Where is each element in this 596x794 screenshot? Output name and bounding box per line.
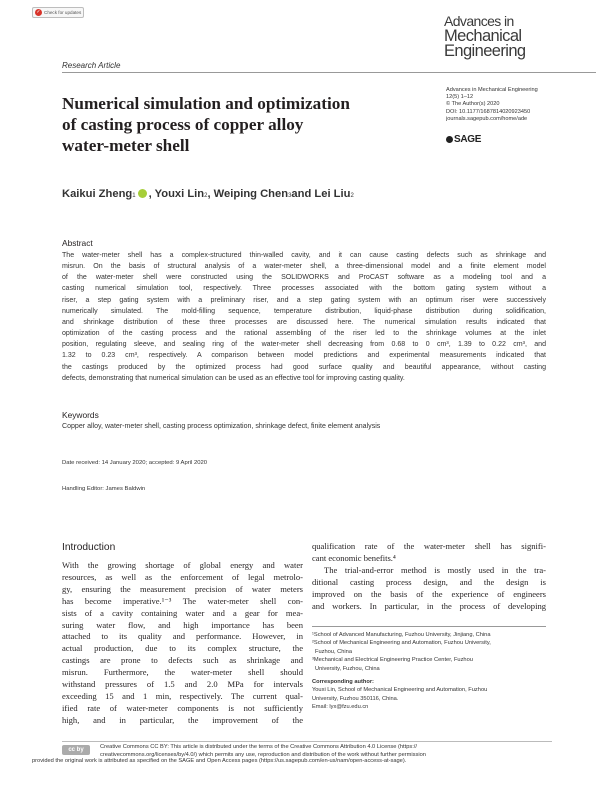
affiliation-line: University, Fuzhou, China: [315, 665, 380, 672]
abstract-line: and shrinkage distribution of these three processes are discussed here. The numerical simulation results indicated that: [62, 318, 546, 326]
article-metadata: [446, 87, 594, 123]
abstract-line: The water-meter shell has a complex-structured thin-walled cavity, and it can cause casting defects such as shrinkage and: [62, 252, 546, 259]
corresponding-author-heading: Corresponding author:: [312, 679, 374, 686]
introduction-heading: Introduction: [62, 542, 116, 553]
article-title: [62, 93, 422, 156]
abstract-line: optimization of the casting process and the rational assembling of the riser led to the shrinkage volumes at the inlet: [62, 330, 546, 338]
keywords-heading: Keywords: [62, 410, 99, 420]
date-received: Date received: 14 January 2020; accepted: 9 April 2020: [62, 460, 208, 466]
author-name: , Youxi Lin: [148, 188, 205, 200]
abstract-line: of the water-meter shell were constructed using the SOLIDWORKS and ProCAST software as a modeling tool and a: [62, 274, 546, 282]
body-line: actual production, due to its complex structure, the: [62, 643, 303, 654]
author-name: , Weiping Chen: [207, 188, 289, 200]
title-line: water-meter shell: [62, 136, 190, 155]
orcid-icon[interactable]: [138, 189, 147, 198]
body-line: and workers. In particular, in the process of developing: [312, 600, 546, 611]
body-line: With the growing shortage of global energy and water: [62, 560, 303, 570]
body-line: sists of a cavity containing water and a gear for mea-: [62, 607, 303, 618]
body-line: improved on the basis of the experience of engineers: [312, 588, 546, 599]
meta-line: 12(5) 1–12: [446, 94, 474, 101]
body-line: exceeding 15 and 1 min, respectively. The current qual-: [62, 690, 303, 701]
author-name: and Lei Liu: [291, 188, 351, 200]
license-line: creativecommons.org/licenses/by/4.0/) which permits any use, reproduction and distribution of the work without further permission: [100, 752, 426, 759]
author-affiliation-mark: 2: [204, 193, 208, 199]
abstract-line: position, regulating sleeve, and sealing ring of the water-meter shell decreasing from 0.68 to 0 cm³, 1.39 to 0.22 cm³, and: [62, 341, 546, 349]
sage-logo-text: SAGE: [454, 134, 482, 145]
meta-line: © The Author(s) 2020: [446, 101, 500, 108]
affiliation-line: ¹School of Advanced Manufacturing, Fuzhou University, Jinjiang, China: [312, 632, 491, 638]
meta-doi[interactable]: DOI: 10.1177/1687814020923450: [446, 108, 531, 115]
meta-journal-link[interactable]: journals.sagepub.com/home/ade: [446, 115, 528, 122]
body-line: high, and in particular, the improvement of the: [62, 714, 303, 725]
keywords-list: Copper alloy, water-meter shell, casting process optimization, shrinkage defect, finite element analysis: [62, 423, 381, 430]
abstract-line: numerically simulated. The mold-filling sequence, temperature distribution, liquid-phase distribution during solidification,: [62, 307, 546, 315]
introduction-left-column: [62, 560, 303, 727]
author-affiliation-mark: 3: [288, 193, 292, 199]
check-for-updates-label: Check for updates: [44, 10, 82, 15]
journal-name: [444, 14, 584, 59]
journal-name-line: Advances in: [444, 13, 514, 29]
body-line: castings are prone to defects such as shrinkage and: [62, 655, 303, 666]
article-type: Research Article: [62, 61, 121, 70]
affiliation-line: ²School of Mechanical Engineering and Automation, Fuzhou University,: [312, 640, 491, 647]
creative-commons-icon[interactable]: cc by: [62, 745, 90, 755]
author-affiliation-mark: 2: [350, 193, 354, 199]
license-line: Creative Commons CC BY: This article is distributed under the terms of the Creative Commons Attribution 4.0 License (https://: [100, 744, 417, 750]
title-line: of casting process of copper alloy: [62, 115, 304, 134]
journal-name-line: Mechanical: [444, 27, 522, 45]
sage-logo: [446, 134, 481, 145]
meta-line: Advances in Mechanical Engineering: [446, 87, 538, 93]
abstract-line: casting numerical simulation tool, respectively. Three processes associated with the bottom gating system without a: [62, 285, 546, 293]
body-line: cant economic benefits.⁴: [312, 552, 396, 563]
body-line: ified rate of water-meter components is not sufficiently: [62, 702, 303, 713]
affiliation-line: ³Mechanical and Electrical Engineering Practice Center, Fuzhou: [312, 657, 473, 664]
affiliation-divider: [312, 626, 546, 627]
body-line: The trial-and-error method is mostly used in the tra-: [324, 564, 546, 575]
journal-name-line: Engineering: [444, 42, 526, 60]
sage-logo-icon: [446, 136, 453, 143]
abstract-line: 1.32 to 0.23 cm³, respectively. A comparison between model predictions and experimental measurements indicated that: [62, 352, 546, 360]
body-line: misrun. Furthermore, the water-meter shell should: [62, 667, 303, 678]
body-line: attached to its quality and performance. However, in: [62, 631, 303, 642]
affiliations: [312, 631, 552, 712]
author-name: Kaikui Zheng: [62, 188, 133, 200]
body-line: has become imperative.¹⁻³ The water-meter shell con-: [62, 595, 303, 606]
title-line: Numerical simulation and optimization: [62, 94, 350, 113]
abstract-line: the castings produced by the optimized process had good surface quality and beautiful appearance, without casting: [62, 363, 546, 371]
body-line: gy, ensuring the measurement precision of water meters: [62, 583, 303, 594]
corresponding-author-email[interactable]: Email: lyx@fzu.edu.cn: [312, 704, 369, 711]
license-line: provided the original work is attributed as specified on the SAGE and Open Access pages (https://us.sagepub.com/en-us/nam/open-access-at-sage).: [32, 758, 407, 764]
check-for-updates-badge[interactable]: [32, 7, 84, 18]
body-line: resources, as well as the enforcement of legal metrolo-: [62, 571, 303, 582]
abstract-line: defects, demonstrating that numerical simulation can be used as an effective tool for improving casting quality.: [62, 374, 405, 382]
abstract-heading: Abstract: [62, 238, 93, 248]
body-line: suring water flow, and high importance has been: [62, 619, 303, 630]
check-for-updates-icon: ✓: [36, 9, 41, 15]
author-affiliation-mark: 1: [132, 193, 136, 199]
introduction-right-column: [312, 541, 546, 612]
handling-editor: Handling Editor: James Baldwin: [62, 486, 146, 492]
body-line: qualification rate of the water-meter shell has signifi-: [312, 541, 546, 551]
abstract-line: misrun. On the basis of structural analysis of a water-meter shell, a three-dimensional model and a finite element model: [62, 263, 546, 271]
header-divider: [62, 72, 596, 73]
corresponding-author-line: Youxi Lin, School of Mechanical Engineering and Automation, Fuzhou: [312, 687, 488, 694]
body-line: ditional casting process design, and the design is: [312, 576, 546, 587]
author-list: [62, 188, 354, 200]
corresponding-author-line: University, Fuzhou 350116, China.: [312, 695, 399, 702]
abstract-body: [62, 250, 546, 384]
body-line: withstand pressures of 1.5 and 2.0 MPa for intervals: [62, 679, 303, 690]
affiliation-line: Fuzhou, China: [315, 648, 352, 655]
abstract-line: riser, a step gating system with a preliminary riser, and a step gating system with an optimum riser were successively: [62, 296, 546, 304]
